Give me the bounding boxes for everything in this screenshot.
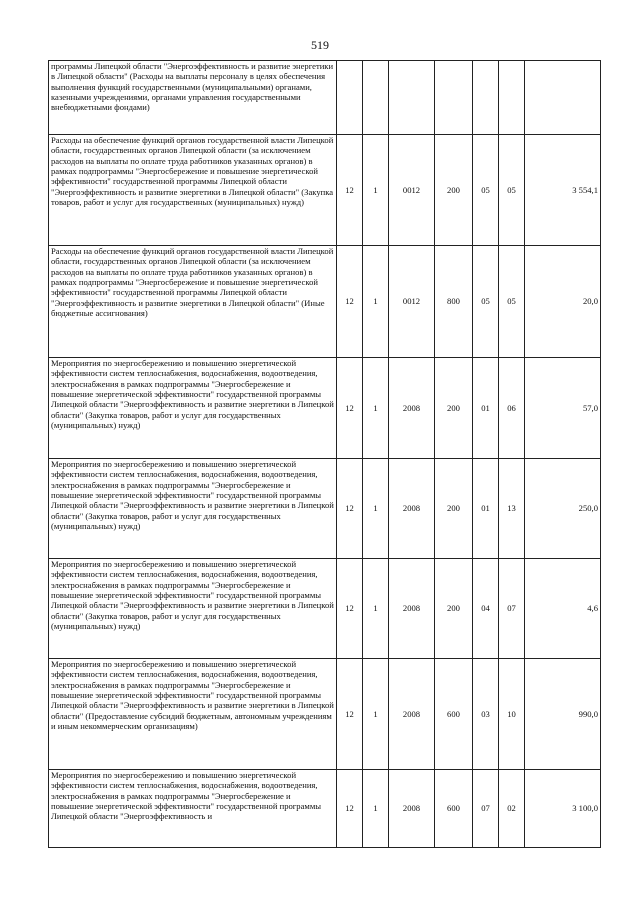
row-description: Мероприятия по энергосбережению и повышению энергетической эффективности систем теплоснабжения, водоснабжения, водоотведения, электроснабжения в рамках подпрограммы "Энергосбережение и повышение энергетической эффективности" государственной программы Липецкой области "Энергоэффективность и развитие энергетики в Липецкой области" (Предоставление субсидий бюджетным, автономным учреждениям и иным некоммерческим организациям): [49, 659, 337, 770]
expense-type-code: 200: [435, 459, 473, 559]
subprogram-code: 1: [363, 246, 389, 358]
program-code: 12: [337, 246, 363, 358]
amount: 3 100,0: [525, 770, 601, 848]
target-article-code: 2008: [389, 358, 435, 459]
subprogram-code: 1: [363, 358, 389, 459]
expense-type-code: 200: [435, 135, 473, 246]
subsection-code: 06: [499, 358, 525, 459]
section-code: 05: [473, 246, 499, 358]
amount: 4,6: [525, 559, 601, 659]
subsection-code: 05: [499, 246, 525, 358]
subprogram-code: 1: [363, 559, 389, 659]
row-description: Мероприятия по энергосбережению и повышению энергетической эффективности систем теплоснабжения, водоснабжения, водоотведения, электроснабжения в рамках подпрограммы "Энергосбережение и повышение энергетической эффективности" государственной программы Липецкой области "Энергоэффективность и развитие энергетики в Липецкой области" (Закупка товаров, работ и услуг для государственных (муниципальных) нужд): [49, 559, 337, 659]
table-row: [49, 770, 601, 848]
row-description: программы Липецкой области "Энергоэффективность и развитие энергетики в Липецкой области" (Расходы на выплаты персоналу в целях обеспечения выполнения функций государственными (муниципальными) органами, казенными учреждениями, органами управления государственными внебюджетными фондами): [49, 61, 337, 135]
target-article-code: 2008: [389, 459, 435, 559]
program-code: 12: [337, 459, 363, 559]
target-article-code: 2008: [389, 770, 435, 848]
section-code: 07: [473, 770, 499, 848]
section-code: [473, 61, 499, 135]
expense-type-code: [435, 61, 473, 135]
program-code: 12: [337, 358, 363, 459]
amount: 990,0: [525, 659, 601, 770]
subsection-code: 02: [499, 770, 525, 848]
expense-type-code: 600: [435, 770, 473, 848]
table-row: [49, 559, 601, 659]
program-code: 12: [337, 135, 363, 246]
subprogram-code: [363, 61, 389, 135]
expense-type-code: 800: [435, 246, 473, 358]
subprogram-code: 1: [363, 459, 389, 559]
section-code: 01: [473, 358, 499, 459]
page-number: 519: [311, 38, 329, 52]
table-row: [49, 135, 601, 246]
program-code: 12: [337, 559, 363, 659]
table-row: [49, 246, 601, 358]
table-row: [49, 358, 601, 459]
program-code: 12: [337, 770, 363, 848]
amount: 250,0: [525, 459, 601, 559]
amount: 3 554,1: [525, 135, 601, 246]
program-code: 12: [337, 659, 363, 770]
target-article-code: 0012: [389, 246, 435, 358]
amount: 20,0: [525, 246, 601, 358]
row-description: Мероприятия по энергосбережению и повышению энергетической эффективности систем теплоснабжения, водоснабжения, водоотведения, электроснабжения в рамках подпрограммы "Энергосбережение и повышение энергетической эффективности" государственной программы Липецкой области "Энергоэффективность и развитие энергетики в Липецкой области" (Закупка товаров, работ и услуг для государственных (муниципальных) нужд): [49, 459, 337, 559]
amount: [525, 61, 601, 135]
table-row: [49, 61, 601, 135]
subprogram-code: 1: [363, 659, 389, 770]
subsection-code: 13: [499, 459, 525, 559]
section-code: 04: [473, 559, 499, 659]
section-code: 05: [473, 135, 499, 246]
subprogram-code: 1: [363, 770, 389, 848]
expense-type-code: 200: [435, 559, 473, 659]
table-row: [49, 459, 601, 559]
target-article-code: [389, 61, 435, 135]
row-description: Расходы на обеспечение функций органов государственной власти Липецкой области, государственных органов Липецкой области (за исключением расходов на выплаты по оплате труда работников указанных органов) в рамках подпрограммы "Энергосбережение и повышение энергетической эффективности" государственной программы Липецкой области "Энергоэффективность и развитие энергетики в Липецкой области" (Иные бюджетные ассигнования): [49, 246, 337, 358]
row-description: Мероприятия по энергосбережению и повышению энергетической эффективности систем теплоснабжения, водоснабжения, водоотведения, электроснабжения в рамках подпрограммы "Энергосбережение и повышение энергетической эффективности" государственной программы Липецкой области "Энергоэффективность и: [49, 770, 337, 848]
subsection-code: 05: [499, 135, 525, 246]
target-article-code: 0012: [389, 135, 435, 246]
row-description: Расходы на обеспечение функций органов государственной власти Липецкой области, государственных органов Липецкой области (за исключением расходов на выплаты по оплате труда работников указанных органов) в рамках подпрограммы "Энергосбережение и повышение энергетической эффективности" государственной программы Липецкой области "Энергоэффективность и развитие энергетики в Липецкой области" (Закупка товаров, работ и услуг для государственных (муниципальных) нужд): [49, 135, 337, 246]
section-code: 03: [473, 659, 499, 770]
program-code: [337, 61, 363, 135]
target-article-code: 2008: [389, 559, 435, 659]
expense-type-code: 200: [435, 358, 473, 459]
target-article-code: 2008: [389, 659, 435, 770]
subsection-code: 10: [499, 659, 525, 770]
amount: 57,0: [525, 358, 601, 459]
budget-table: [48, 60, 601, 848]
subprogram-code: 1: [363, 135, 389, 246]
subsection-code: 07: [499, 559, 525, 659]
section-code: 01: [473, 459, 499, 559]
table-row: [49, 659, 601, 770]
expense-type-code: 600: [435, 659, 473, 770]
row-description: Мероприятия по энергосбережению и повышению энергетической эффективности систем теплоснабжения, водоснабжения, водоотведения, электроснабжения в рамках подпрограммы "Энергосбережение и повышение энергетической эффективности" государственной программы Липецкой области "Энергоэффективность и развитие энергетики в Липецкой области" (Закупка товаров, работ и услуг для государственных (муниципальных) нужд): [49, 358, 337, 459]
subsection-code: [499, 61, 525, 135]
